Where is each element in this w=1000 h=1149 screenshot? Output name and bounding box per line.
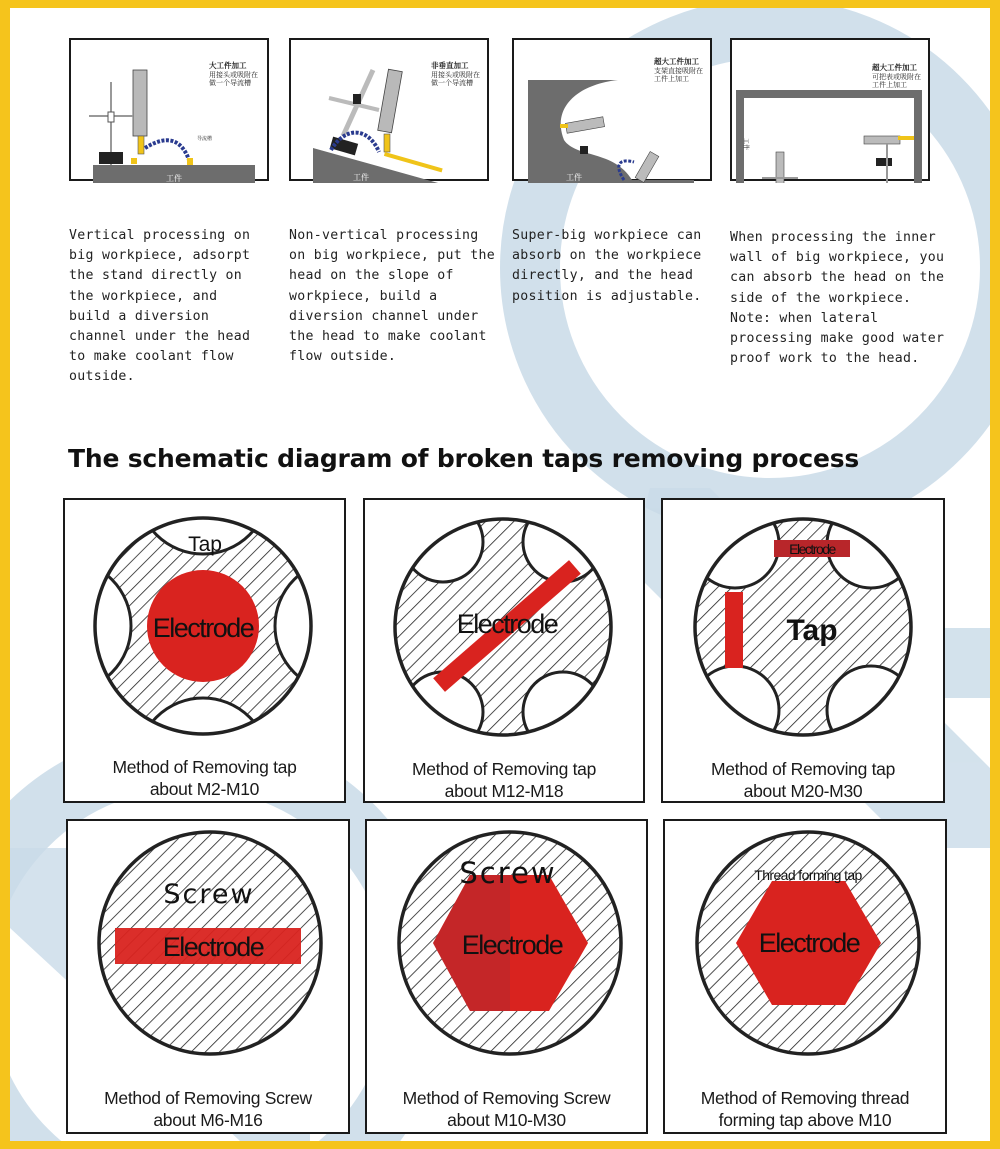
svg-text:导流槽: 导流槽: [197, 136, 213, 142]
svg-text:做一个导流槽: 做一个导流槽: [209, 79, 251, 87]
panel-removing-tap-m12-m18: [363, 498, 645, 803]
panel-2-caption-line-1: Method of Removing tap: [411, 759, 597, 779]
svg-text:可把表或吸附在: 可把表或吸附在: [872, 73, 921, 81]
panel-removing-thread-forming-tap: [663, 819, 947, 1134]
electrode-label: Electrode: [758, 928, 860, 958]
panel-3-caption-line-1: Method of Removing tap: [710, 759, 896, 779]
panel-5-caption-line-2: about M10-M30: [447, 1110, 566, 1130]
svg-text:用接头或吸附在: 用接头或吸附在: [209, 71, 258, 79]
scene-non-vertical-processing: [289, 38, 489, 181]
electrode-side-shape: [725, 592, 743, 668]
screw-label: Screw: [459, 856, 557, 890]
panel-6-caption-line-2: forming tap above M10: [718, 1110, 892, 1130]
electrode-label: Electrode: [461, 930, 563, 960]
scene-1-caption: Vertical processing on big workpiece, adsorpt the stand directly on the workpiece, and build a diversion channel under the head to make coolant flow outside.: [69, 228, 251, 385]
svg-text:非垂直加工: 非垂直加工: [431, 61, 469, 70]
scene-inner-wall-processing: [730, 38, 930, 181]
tap-label: Tap: [188, 533, 222, 556]
panel-5-caption-line-1: Method of Removing Screw: [402, 1088, 611, 1108]
scene-2-caption: Non-vertical processing on big workpiece, put the head on the slope of workpiece, build a diversion channel under the head to make coolant flow outside.: [289, 228, 495, 365]
panel-3-caption-line-2: about M20-M30: [743, 781, 863, 801]
electrode-label: Electrode: [789, 541, 835, 557]
electrode-label: Electrode: [456, 609, 558, 639]
svg-text:工件: 工件: [353, 173, 369, 182]
panel-removing-screw-m10-m30: [365, 819, 648, 1134]
svg-text:工件: 工件: [166, 174, 182, 183]
thread-forming-tap-label: Thread forming tap: [754, 867, 862, 883]
panel-removing-screw-m6-m16: [66, 819, 350, 1134]
svg-text:超大工件加工: 超大工件加工: [872, 63, 917, 72]
section-heading: The schematic diagram of broken taps removing process: [68, 444, 860, 473]
scene-3-caption: Super-big workpiece can absorb on the workpiece directly, and the head position is adjustable.: [512, 228, 702, 304]
panel-6-caption-line-1: Method of Removing thread: [700, 1088, 910, 1108]
svg-text:做一个导流槽: 做一个导流槽: [431, 79, 473, 87]
panel-1-caption-line-2: about M2-M10: [149, 779, 260, 799]
screw-label: Screw: [163, 879, 255, 910]
svg-text:用接头或吸附在: 用接头或吸附在: [431, 71, 480, 79]
electrode-label: Electrode: [152, 613, 254, 643]
panel-1-caption-line-1: Method of Removing tap: [112, 757, 297, 777]
panel-4-caption-line-2: about M6-M16: [153, 1110, 263, 1130]
scene-4-caption: When processing the inner wall of big workpiece, you can absorb the head on the side of the workpiece. Note: when lateral processing make good water proof work to the head.: [730, 230, 945, 367]
svg-text:工件上加工: 工件上加工: [654, 75, 689, 83]
panel-4-caption-line-1: Method of Removing Screw: [104, 1088, 312, 1108]
svg-text:工件: 工件: [566, 173, 582, 182]
scene-vertical-processing: [69, 38, 269, 181]
svg-text:工件上加工: 工件上加工: [872, 81, 907, 89]
electrode-label: Electrode: [162, 932, 264, 962]
tap-label: Tap: [786, 614, 838, 647]
svg-text:超大工件加工: 超大工件加工: [654, 57, 699, 66]
svg-text:大工件加工: 大工件加工: [209, 61, 247, 70]
svg-text:工件: 工件: [742, 138, 749, 151]
infographic-page: [10, 8, 990, 1141]
svg-text:支架直接吸附在: 支架直接吸附在: [654, 67, 703, 75]
panel-removing-tap-m2-m10: [63, 498, 346, 803]
panel-removing-tap-m20-m30: [661, 498, 945, 803]
scene-super-big-workpiece: [512, 38, 712, 181]
panel-2-caption-line-2: about M12-M18: [444, 781, 564, 801]
